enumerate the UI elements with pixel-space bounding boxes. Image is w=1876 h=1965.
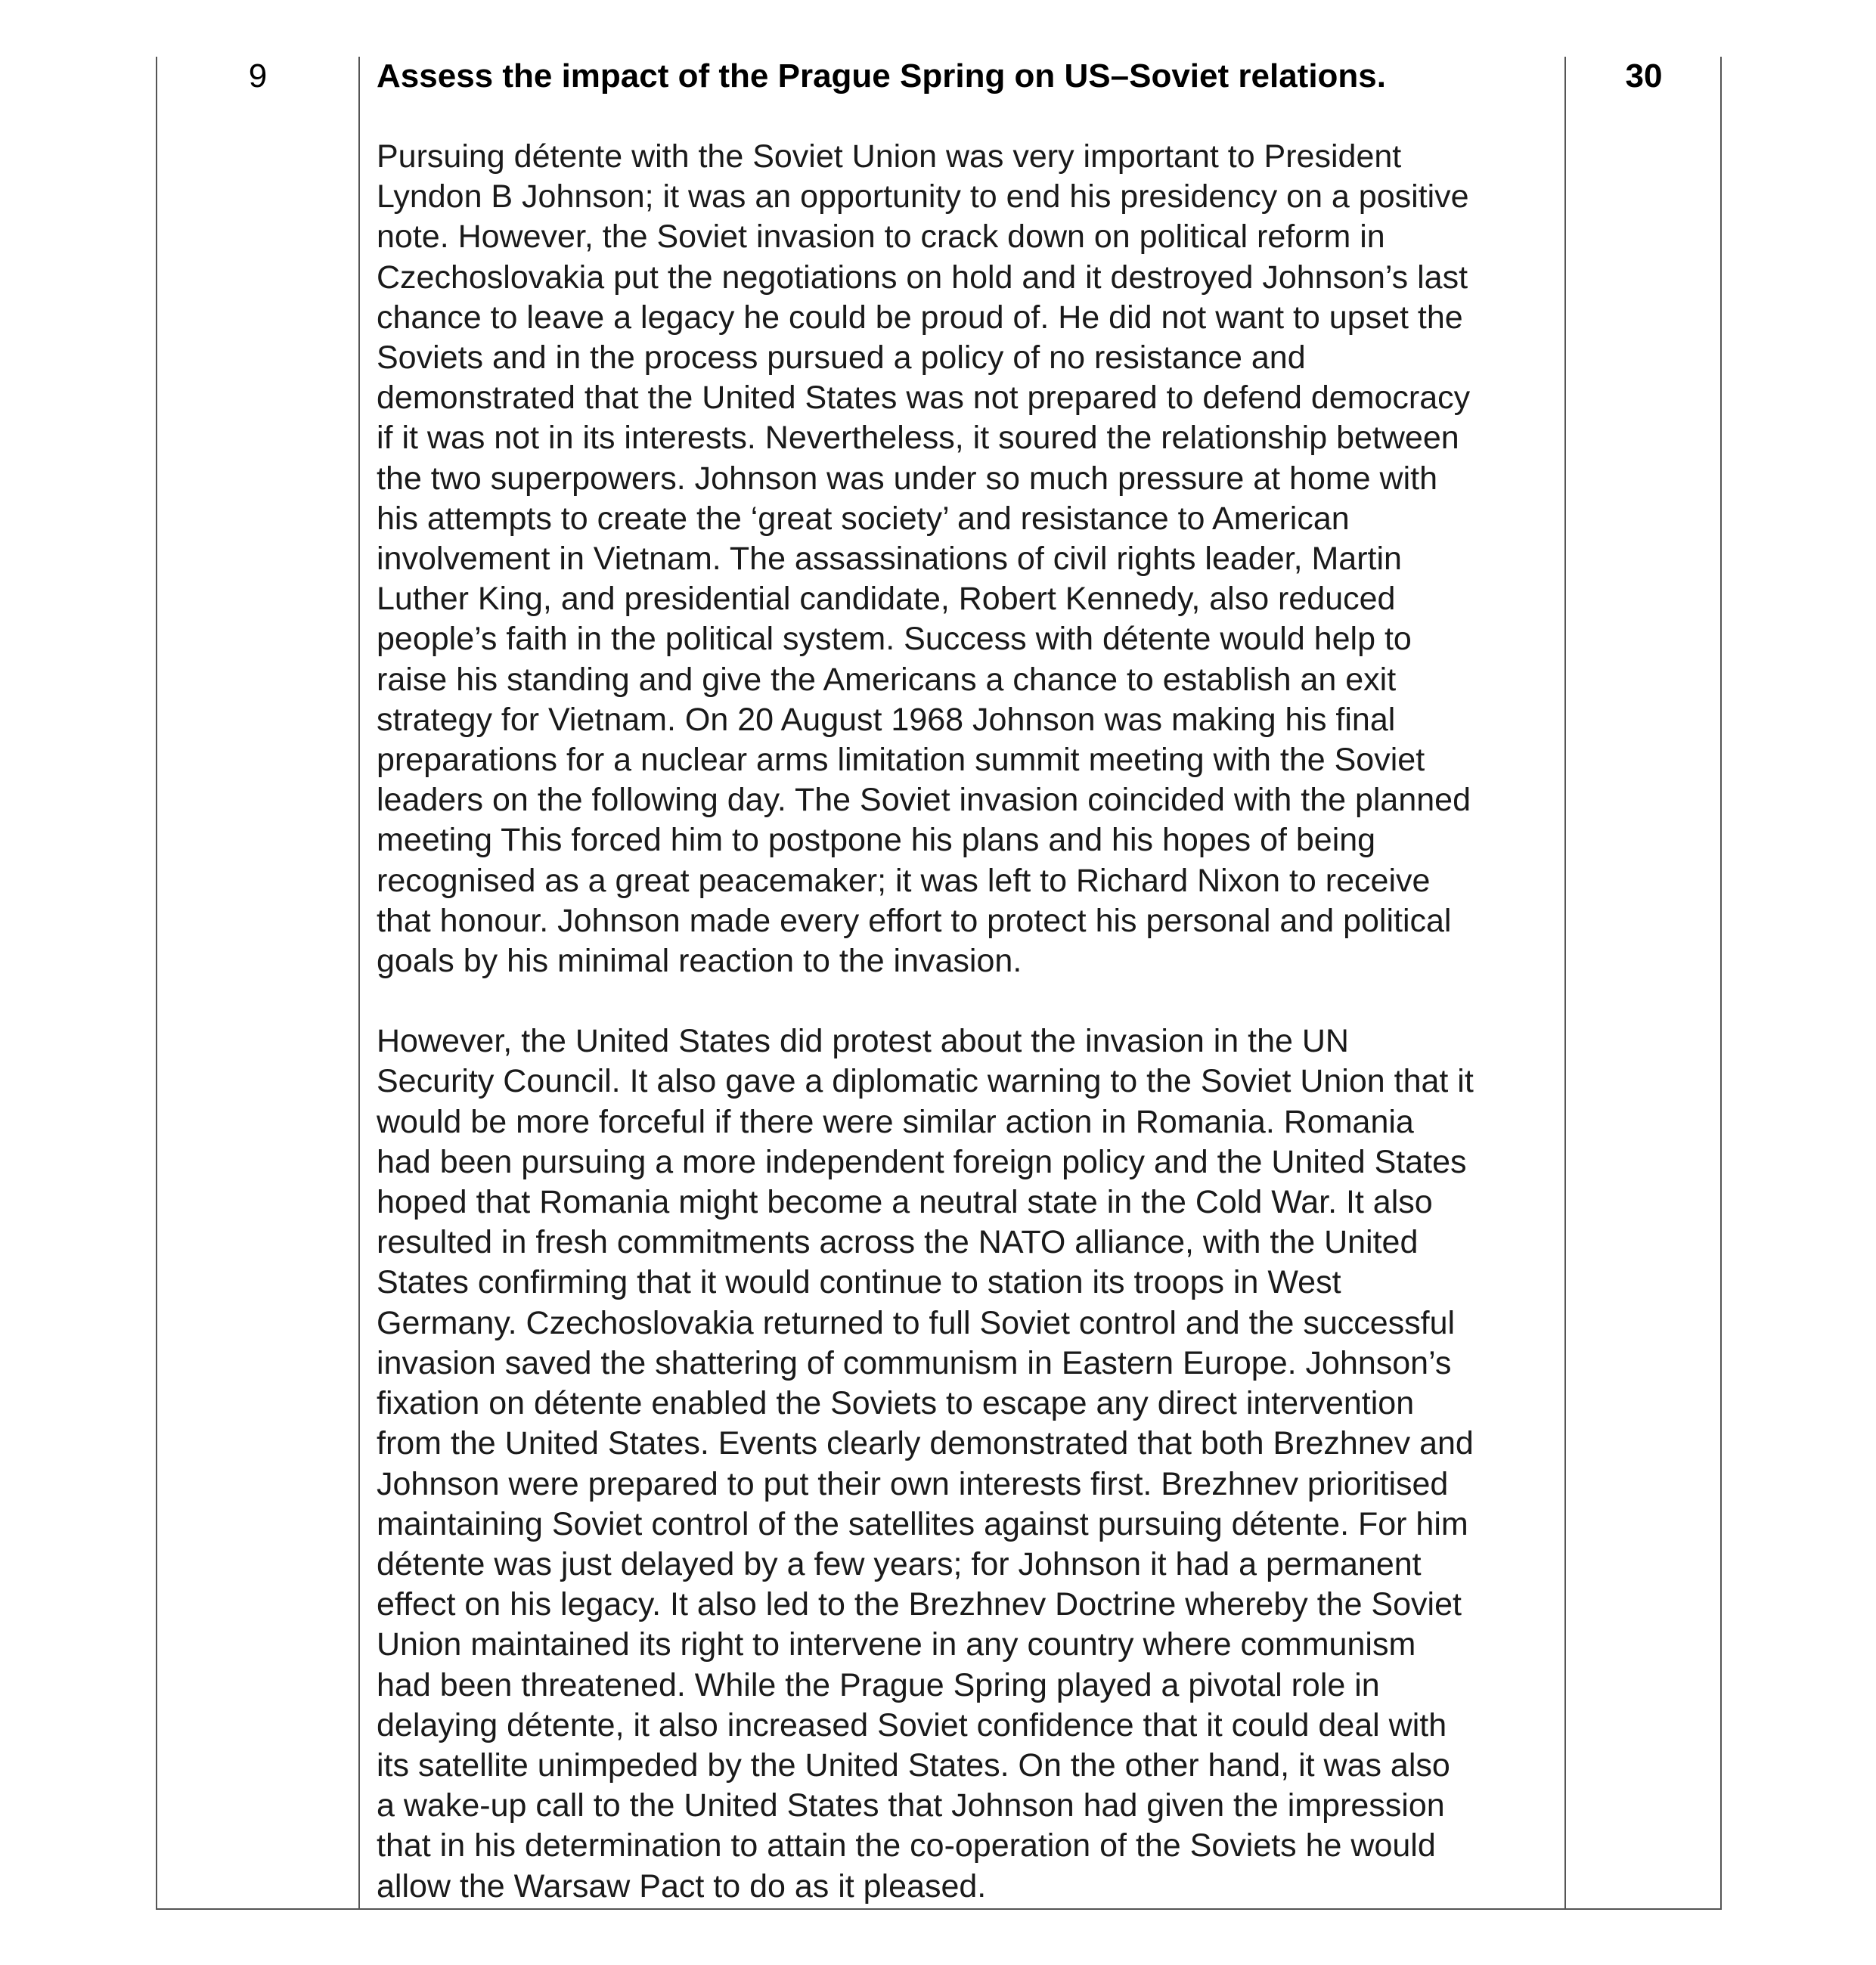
paragraph-1-line: chance to leave a legacy he could be proud of. He did not want to upset the (377, 299, 1463, 336)
paragraph-2-line: from the United States. Events clearly demonstrated that both Brezhnev and (377, 1425, 1474, 1462)
paragraph-2-line: that in his determination to attain the co-operation of the Soviets he would (377, 1827, 1436, 1864)
question-marks: 30 (1625, 57, 1663, 95)
answer-paragraph-1 (377, 137, 1552, 981)
paragraph-2-line: effect on his legacy. It also led to the Brezhnev Doctrine whereby the Soviet (377, 1586, 1462, 1623)
paragraph-2-line: maintaining Soviet control of the satellites against pursuing détente. For him (377, 1505, 1468, 1542)
mark-scheme-table (156, 57, 1722, 1910)
paragraph-2-line: had been pursuing a more independent foreign policy and the United States (377, 1143, 1467, 1180)
paragraph-1-line: goals by his minimal reaction to the invasion. (377, 943, 1022, 980)
paragraph-2-line: resulted in fresh commitments across the NATO alliance, with the United (377, 1224, 1419, 1261)
paragraph-1-line: the two superpowers. Johnson was under so much pressure at home with (377, 460, 1438, 497)
paragraph-2-line: However, the United States did protest about the invasion in the UN (377, 1023, 1349, 1060)
paragraph-2-line: would be more forceful if there were similar action in Romania. Romania (377, 1103, 1414, 1140)
column-divider-2 (1564, 57, 1566, 1908)
paragraph-1-line: preparations for a nuclear arms limitation summit meeting with the Soviet (377, 742, 1425, 779)
paragraph-1-line: recognised as a great peacemaker; it was left to Richard Nixon to receive (377, 862, 1431, 899)
paragraph-2-line: Security Council. It also gave a diplomatic warning to the Soviet Union that it (377, 1063, 1474, 1100)
answer-cell (377, 57, 1552, 1907)
paragraph-2-line: Germany. Czechoslovakia returned to full Soviet control and the successful (377, 1304, 1456, 1341)
paragraph-1-line: Czechoslovakia put the negotiations on hold and it destroyed Johnson’s last (377, 259, 1468, 296)
paragraph-2-line: Johnson were prepared to put their own interests first. Brezhnev prioritised (377, 1465, 1449, 1502)
paragraph-1-line: leaders on the following day. The Soviet invasion coincided with the planned (377, 782, 1471, 819)
paragraph-2-line: its satellite unimpeded by the United States. On the other hand, it was also (377, 1746, 1450, 1784)
paragraph-2-line: allow the Warsaw Pact to do as it pleased. (377, 1867, 987, 1905)
paragraph-1-line: Pursuing détente with the Soviet Union was very important to President (377, 138, 1402, 175)
paragraph-2-line: Union maintained its right to intervene in any country where communism (377, 1626, 1416, 1663)
paragraph-2-line: détente was just delayed by a few years; for Johnson it had a permanent (377, 1545, 1422, 1582)
paragraph-1-line: if it was not in its interests. Nevertheless, it soured the relationship between (377, 420, 1459, 457)
paragraph-1-line: meeting This forced him to postpone his plans and his hopes of being (377, 822, 1376, 859)
paragraph-2-line: States confirming that it would continue to station its troops in West (377, 1264, 1341, 1301)
paragraph-1-line: raise his standing and give the Americans a chance to establish an exit (377, 661, 1397, 698)
paragraph-2-line: had been threatened. While the Prague Spring played a pivotal role in (377, 1666, 1380, 1703)
column-divider-1 (358, 57, 360, 1908)
paragraph-2-line: invasion saved the shattering of communism in Eastern Europe. Johnson’s (377, 1344, 1452, 1381)
paragraph-1-line: his attempts to create the ‘great society’ and resistance to American (377, 500, 1350, 537)
paragraph-2-line: delaying détente, it also increased Soviet confidence that it could deal with (377, 1706, 1447, 1743)
paragraph-1-line: people’s faith in the political system. Success with détente would help to (377, 621, 1412, 658)
paragraph-1-line: Lyndon B Johnson; it was an opportunity to end his presidency on a positive (377, 178, 1469, 215)
paragraph-1-line: strategy for Vietnam. On 20 August 1968 Johnson was making his final (377, 701, 1396, 738)
paragraph-1-line: demonstrated that the United States was not prepared to defend democracy (377, 380, 1471, 417)
answer-paragraph-2 (377, 1021, 1552, 1906)
question-text: Assess the impact of the Prague Spring on US–Soviet relations. (377, 57, 1386, 95)
paragraph-2-line: a wake-up call to the United States that Johnson had given the impression (377, 1787, 1445, 1824)
paragraph-2-line: hoped that Romania might become a neutral state in the Cold War. It also (377, 1184, 1433, 1221)
paragraph-1-line: note. However, the Soviet invasion to crack down on political reform in (377, 219, 1385, 256)
paragraph-2-line: fixation on détente enabled the Soviets to escape any direct intervention (377, 1385, 1415, 1422)
paragraph-1-line: Luther King, and presidential candidate, Robert Kennedy, also reduced (377, 581, 1396, 618)
paragraph-1-line: Soviets and in the process pursued a policy of no resistance and (377, 339, 1306, 377)
paragraph-1-line: involvement in Vietnam. The assassinations of civil rights leader, Martin (377, 541, 1402, 578)
question-number: 9 (248, 57, 268, 95)
paragraph-1-line: that honour. Johnson made every effort to protect his personal and political (377, 902, 1452, 939)
